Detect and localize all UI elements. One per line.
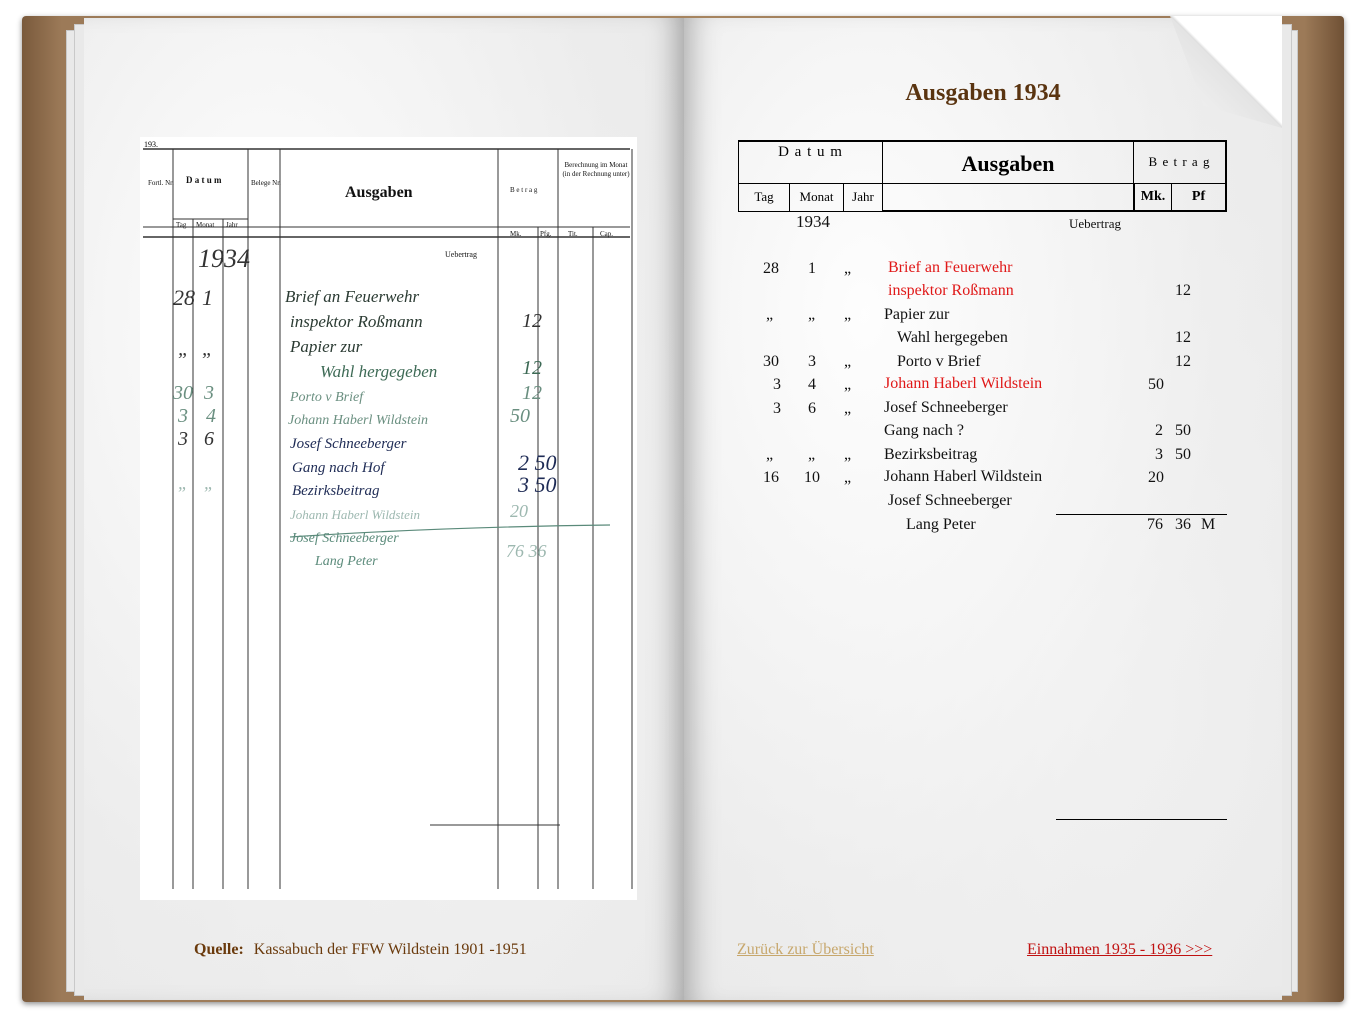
entry-mk: 20 [1148,469,1164,486]
scan-col-ausgaben: Ausgaben [345,184,413,201]
hw-monat: 3 [204,382,214,404]
scan-drawing [140,137,637,900]
scan-col-tag: Tag [176,221,187,229]
header-mk-box [1133,183,1172,212]
entry-text: Josef Schneeberger [888,492,1012,509]
entry-text: Papier zur [884,306,950,323]
hw-line: Papier zur [290,337,363,356]
entry-text: Lang Peter [906,516,976,533]
scan-col-mk: Mk. [510,230,522,238]
hw-amount: 12 [522,357,542,379]
entry-pf: 12 [1175,329,1191,346]
ledger-year: 1934 [796,212,830,231]
header-pf-box [1171,183,1227,212]
hw-line: Gang nach Hof [292,460,385,476]
scanned-ledger-page [140,137,637,900]
next-page-link[interactable]: Einnahmen 1935 - 1936 >>> [1027,941,1213,958]
source-text: Kassabuch der FFW Wildstein 1901 -1951 [253,941,527,958]
entry-tag: 28 [763,260,779,277]
entry-pf: 50 [1175,422,1191,439]
entry-jahr: „ [844,446,852,463]
entry-pf: 36 [1175,516,1191,533]
header-ausgaben: Ausgaben [961,151,1055,176]
hw-line: Porto v Brief [290,390,364,405]
entry-tag: „ [766,306,774,323]
scan-col-datum: D a t u m [186,175,222,185]
entry-text: Bezirksbeitrag [884,446,978,463]
header-monat-box [789,183,844,212]
entry-jahr: „ [844,306,852,323]
header-datum-box [738,140,883,184]
total-rule [1056,514,1227,515]
entry-monat: 6 [808,400,816,417]
entry-monat: 3 [808,353,816,370]
ledger-header [738,140,1227,212]
hw-monat: 1 [202,285,213,310]
hw-line: Johann Haberl Wildstein [288,413,428,428]
hw-amount: 50 [510,405,530,427]
entry-jahr: „ [844,260,852,277]
header-betrag: B e t r a g [1148,154,1211,169]
scan-page-number: 193. [144,140,158,149]
scan-col-berechnung: Berechnung im Monat (in der Rechnung unter) [562,161,630,178]
entry-jahr: „ [844,469,852,486]
scan-col-tit: Tit. [568,230,578,238]
page-title: Ausgaben 1934 [905,80,1061,106]
entry-text: Johann Haberl Wildstein [884,468,1043,485]
hw-amount: 20 [510,501,528,521]
source-label: Quelle: [194,941,244,958]
entry-tag: 16 [763,469,779,486]
scan-col-jahr: Jahr [226,221,238,229]
entry-pf: 50 [1175,446,1191,463]
entry-text: Wahl hergegeben [897,329,1008,346]
entry-pf: 12 [1175,282,1191,299]
entry-mk: 50 [1148,376,1164,393]
entry-text: Brief an Feuerwehr [888,259,1013,276]
hw-line: Johann Haberl Wildstein [290,507,420,522]
hw-line: Lang Peter [315,554,378,569]
hw-tag: 28 [173,285,195,310]
scan-col-betrag: B e t r a g [510,186,538,194]
entry-mk: 3 [1155,446,1163,463]
scan-col-fortl: Fortl. Nr. [148,179,174,187]
header-pf: Pf [1191,189,1206,204]
entry-text: Gang nach ? [884,422,964,439]
hw-amount: 3 50 [518,472,557,497]
source-line [194,941,527,959]
entry-jahr: „ [844,353,852,370]
hw-amount: 12 [522,310,542,332]
scan-col-cap: Cap. [600,230,614,238]
entry-tag: 3 [773,376,781,393]
entry-jahr: „ [844,400,852,417]
handwriting [172,244,557,569]
bottom-rule [1056,819,1227,820]
hw-line: Brief an Feuerwehr [285,287,420,306]
hw-line: Josef Schneeberger [290,531,399,546]
header-tag-box [738,183,790,212]
hw-amount: 76 36 [506,541,547,561]
hw-monat: 4 [206,405,216,427]
header-monat: Monat [799,189,834,204]
entry-monat: 4 [808,376,816,393]
back-to-overview-link[interactable]: Zurück zur Übersicht [737,941,874,958]
hw-line: inspektor Roßmann [290,312,423,331]
hw-amount: 2 50 [518,450,557,475]
hw-amount: 12 [522,382,542,404]
entry-monat: „ [808,306,816,323]
entry-currency: M [1201,516,1216,533]
hw-line: Josef Schneeberger [290,436,407,452]
entry-text: Porto v Brief [897,353,981,370]
hw-tag: 3 [178,428,188,450]
hw-tag: „ [178,473,189,493]
header-text-box [882,183,1134,212]
ledger-uebertrag: Uebertrag [1069,216,1121,231]
hw-monat: „ [204,473,215,493]
entry-tag: 30 [763,353,779,370]
entry-text: Johann Haberl Wildstein [884,375,1043,392]
entry-monat: 1 [808,260,816,277]
entry-jahr: „ [844,376,852,393]
hw-line: Bezirksbeitrag [292,483,380,499]
entry-text: inspektor Roßmann [888,282,1014,299]
hw-year: 1934 [198,244,250,273]
header-ausgaben-box [882,140,1134,184]
scan-uebertrag: Uebertrag [445,250,477,259]
entry-monat: „ [808,446,816,463]
header-betrag-box [1133,140,1227,184]
hw-monat: 6 [204,428,214,450]
scan-col-monat: Monat [196,221,215,229]
entry-mk: 2 [1155,422,1163,439]
entry-mk: 76 [1147,516,1163,533]
header-jahr: Jahr [852,189,874,204]
header-jahr-box [843,183,883,212]
entry-pf: 12 [1175,353,1191,370]
scan-col-belege: Belege Nr. [251,179,281,187]
hw-tag: 3 [178,405,188,427]
header-tag: Tag [754,189,774,204]
scan-col-pfg: Pfg. [540,230,552,238]
entry-monat: 10 [804,469,820,486]
entry-text: Josef Schneeberger [884,399,1008,416]
hw-tag: 30 [173,382,193,404]
hw-monat: „ [202,338,214,360]
entry-tag: 3 [773,400,781,417]
entry-tag: „ [766,446,774,463]
hw-tag: „ [178,338,190,360]
header-mk: Mk. [1140,189,1166,204]
header-datum: D a t u m [778,144,843,160]
hw-line: Wahl hergegeben [320,362,438,381]
